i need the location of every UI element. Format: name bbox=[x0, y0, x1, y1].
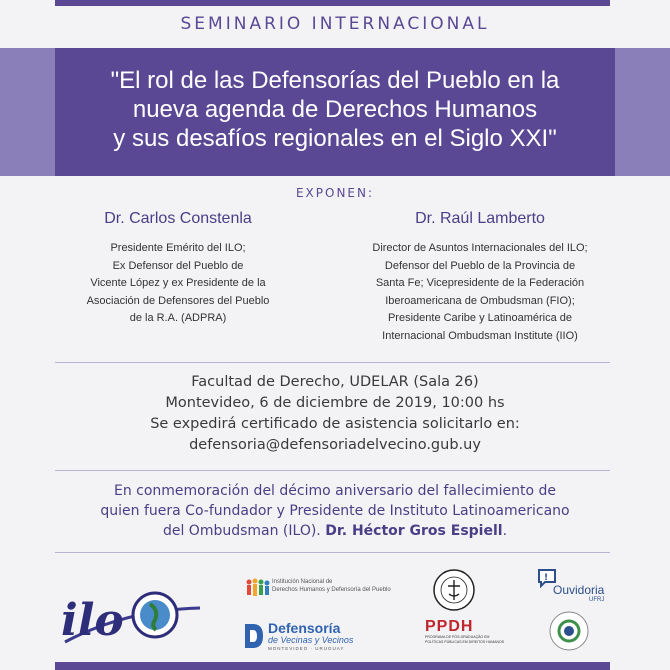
udelar-seal bbox=[432, 568, 476, 612]
bio-line: Ex Defensor del Pueblo de bbox=[112, 259, 244, 272]
speaker-1-name: Dr. Carlos Constenla bbox=[104, 210, 252, 227]
memo-line: En conmemoración del décimo aniversario del fallecimiento de bbox=[113, 483, 557, 499]
divider bbox=[55, 470, 610, 471]
memo-text: del Ombudsman (ILO). bbox=[162, 523, 326, 539]
ilo-logo bbox=[55, 580, 205, 650]
bio-line: Santa Fe; Vicepresidente de la Federación bbox=[375, 277, 585, 289]
ppdh-logo bbox=[425, 618, 504, 644]
inddhh-line: Derechos Humanos y Defensoría del Pueblo bbox=[272, 587, 391, 593]
bottom-bar bbox=[55, 662, 610, 670]
bio-line: Presidente Emérito del ILO; bbox=[110, 242, 246, 254]
banner-side-left bbox=[0, 48, 55, 176]
bio-line: Presidente Caribe y Latinoamérica de bbox=[387, 312, 573, 324]
defensoria-word: Defensoría bbox=[268, 620, 341, 636]
svg-text:!: ! bbox=[544, 573, 549, 583]
speaker-2-bio bbox=[340, 240, 620, 345]
contact-email[interactable]: defensoria@defensoriadelvecino.gub.uy bbox=[189, 437, 481, 453]
title-line-3: y sus desafíos regionales en el Siglo XXI" bbox=[113, 125, 557, 152]
bio-line: Director de Asuntos Internacionales del ILO; bbox=[372, 242, 588, 254]
ppdh-subtext: POLÍTICAS PÚBLICAS EM DIREITOS HUMANOS bbox=[425, 639, 505, 644]
ppdh-subtext: PROGRAMA DE PÓS-GRADUAÇÃO EM bbox=[425, 635, 490, 639]
memo-line: quien fuera Co-fundador y Presidente de Instituto Latinoamericano bbox=[100, 503, 570, 519]
sponsor-logos bbox=[0, 560, 670, 660]
series-title: SEMINARIO INTERNACIONAL bbox=[180, 14, 490, 34]
seminar-title bbox=[60, 66, 610, 153]
divider bbox=[55, 552, 610, 553]
defensoria-pueblo-logo bbox=[548, 610, 590, 652]
defensoria-city: MONTEVIDEO · URUGUAY bbox=[268, 646, 345, 651]
bio-line: Vicente López y ex Presidente de la bbox=[90, 277, 266, 289]
speaker-1 bbox=[48, 210, 308, 328]
inddhh-text bbox=[272, 578, 391, 594]
venue-place: Facultad de Derecho, UDELAR (Sala 26) bbox=[191, 374, 479, 390]
bio-line: Iberoamericana de Ombudsman (FIO); bbox=[385, 294, 575, 307]
commemoration bbox=[70, 481, 600, 541]
defensoria-logo bbox=[268, 621, 353, 651]
honoree-name: Dr. Héctor Gros Espiell bbox=[325, 523, 503, 539]
bio-line: Asociación de Defensores del Pueblo bbox=[86, 294, 270, 307]
speaker-1-bio bbox=[48, 240, 308, 328]
memo-line bbox=[70, 521, 600, 541]
certificate-note: Se expedirá certificado de asistencia solicitarlo en: bbox=[150, 416, 520, 432]
speaker-2 bbox=[340, 210, 620, 345]
bio-line: Internacional Ombudsman Institute (IIO) bbox=[382, 329, 578, 342]
bio-line: de la R.A. (ADPRA) bbox=[129, 312, 227, 324]
figures-icon bbox=[247, 579, 270, 597]
title-banner bbox=[0, 48, 670, 176]
ilo-wordmark: ilo bbox=[61, 595, 124, 646]
defensoria-icon bbox=[243, 622, 265, 650]
ouvidoria-logo bbox=[553, 584, 604, 604]
banner-side-right bbox=[615, 48, 670, 176]
bio-line: Defensor del Pueblo de la Provincia de bbox=[384, 259, 576, 272]
exponen-label: EXPONEN: bbox=[295, 186, 375, 200]
ouvidoria-sub: UFRJ bbox=[589, 597, 605, 603]
venue-info bbox=[0, 372, 670, 456]
ouvidoria-text: Ouvidoria bbox=[553, 583, 605, 597]
title-line-2: nueva agenda de Derechos Humanos bbox=[132, 96, 538, 123]
title-line-1: "El rol de las Defensorías del Pueblo en la bbox=[110, 67, 560, 94]
ppdh-text: PPDH bbox=[425, 618, 474, 635]
divider bbox=[55, 362, 610, 363]
inddhh-line: Institución Nacional de bbox=[272, 579, 333, 585]
defensoria-subword: de Vecinas y Vecinos bbox=[268, 635, 354, 645]
speaker-2-name: Dr. Raúl Lamberto bbox=[415, 210, 545, 227]
top-bar bbox=[55, 0, 610, 6]
memo-text: . bbox=[502, 523, 508, 539]
venue-date: Montevideo, 6 de diciembre de 2019, 10:00 hs bbox=[165, 395, 505, 411]
